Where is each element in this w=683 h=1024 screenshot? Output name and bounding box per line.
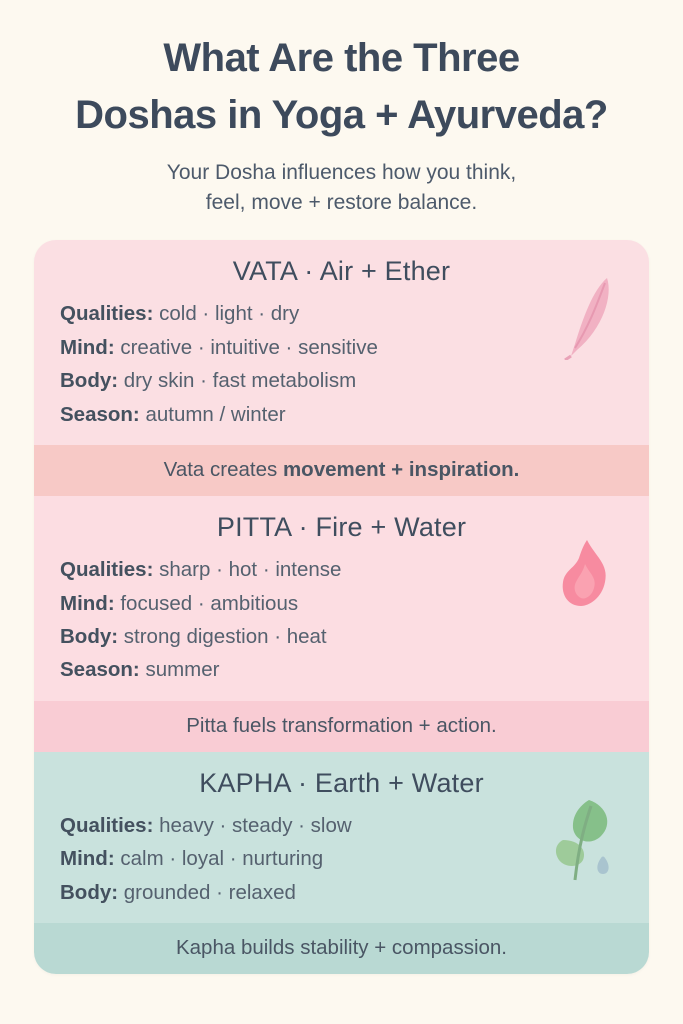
row-label: Season: [60,402,140,426]
banner-text-plain: Vata creates [163,458,283,482]
row-value: dry skin · fast metabolism [123,369,357,393]
dosha-row-pitta-season [60,653,623,686]
dosha-row-kapha-body [60,876,623,909]
dosha-title-kapha: KAPHA · Earth + Water [199,767,484,798]
subtitle-line-1: Your Dosha influences how you think, [166,160,517,184]
row-value: autumn / winter [145,402,286,426]
dosha-row-vata-season [60,398,623,431]
dosha-row-vata-qualities [60,297,623,330]
subtitle-line-2: feel, move + restore balance. [205,191,478,215]
row-value: calm · loyal · nurturing [120,847,324,871]
dosha-section-vata [34,240,649,445]
dosha-section-kapha [34,752,649,923]
row-label: Season: [60,658,140,682]
dosha-row-pitta-mind [60,587,623,620]
row-label: Qualities: [60,813,154,837]
row-label: Mind: [60,847,115,871]
row-value: heavy · steady · slow [159,813,352,837]
dosha-banner-kapha [34,923,649,974]
dosha-row-vata-body [60,364,623,397]
dosha-row-pitta-body [60,620,623,653]
row-label: Body: [60,624,119,648]
row-value: creative · intuitive · sensitive [120,335,378,359]
subtitle [34,158,649,219]
row-value: sharp · hot · intense [159,558,342,582]
dosha-banner-vata [34,445,649,496]
doshas-card [34,240,649,973]
row-value: cold · light · dry [159,302,300,326]
dosha-title-vata: VATA · Air + Ether [232,256,451,287]
row-label: Body: [60,369,119,393]
header [34,30,649,218]
row-label: Qualities: [60,302,154,326]
row-value: grounded · relaxed [123,880,296,904]
row-label: Qualities: [60,558,154,582]
row-value: summer [145,658,220,682]
dosha-title-pitta: PITTA · Fire + Water [216,512,467,543]
dosha-banner-pitta [34,701,649,752]
row-value: strong digestion · heat [123,624,327,648]
dosha-row-kapha-qualities [60,809,623,842]
banner-text-plain: Kapha builds stability + compassion. [175,935,508,959]
dosha-row-pitta-qualities [60,553,623,586]
row-label: Mind: [60,591,115,615]
dosha-section-pitta [34,496,649,701]
page-title-line-1: What Are the Three [163,36,520,80]
row-label: Body: [60,880,119,904]
dosha-row-kapha-mind [60,842,623,875]
row-value: focused · ambitious [120,591,299,615]
banner-text-strong: movement + inspiration. [282,458,520,482]
dosha-row-vata-mind [60,331,623,364]
page-title-line-2: Doshas in Yoga + Ayurveda? [75,92,608,137]
banner-text-plain: Pitta fuels transformation + action. [186,713,497,737]
row-label: Mind: [60,335,115,359]
